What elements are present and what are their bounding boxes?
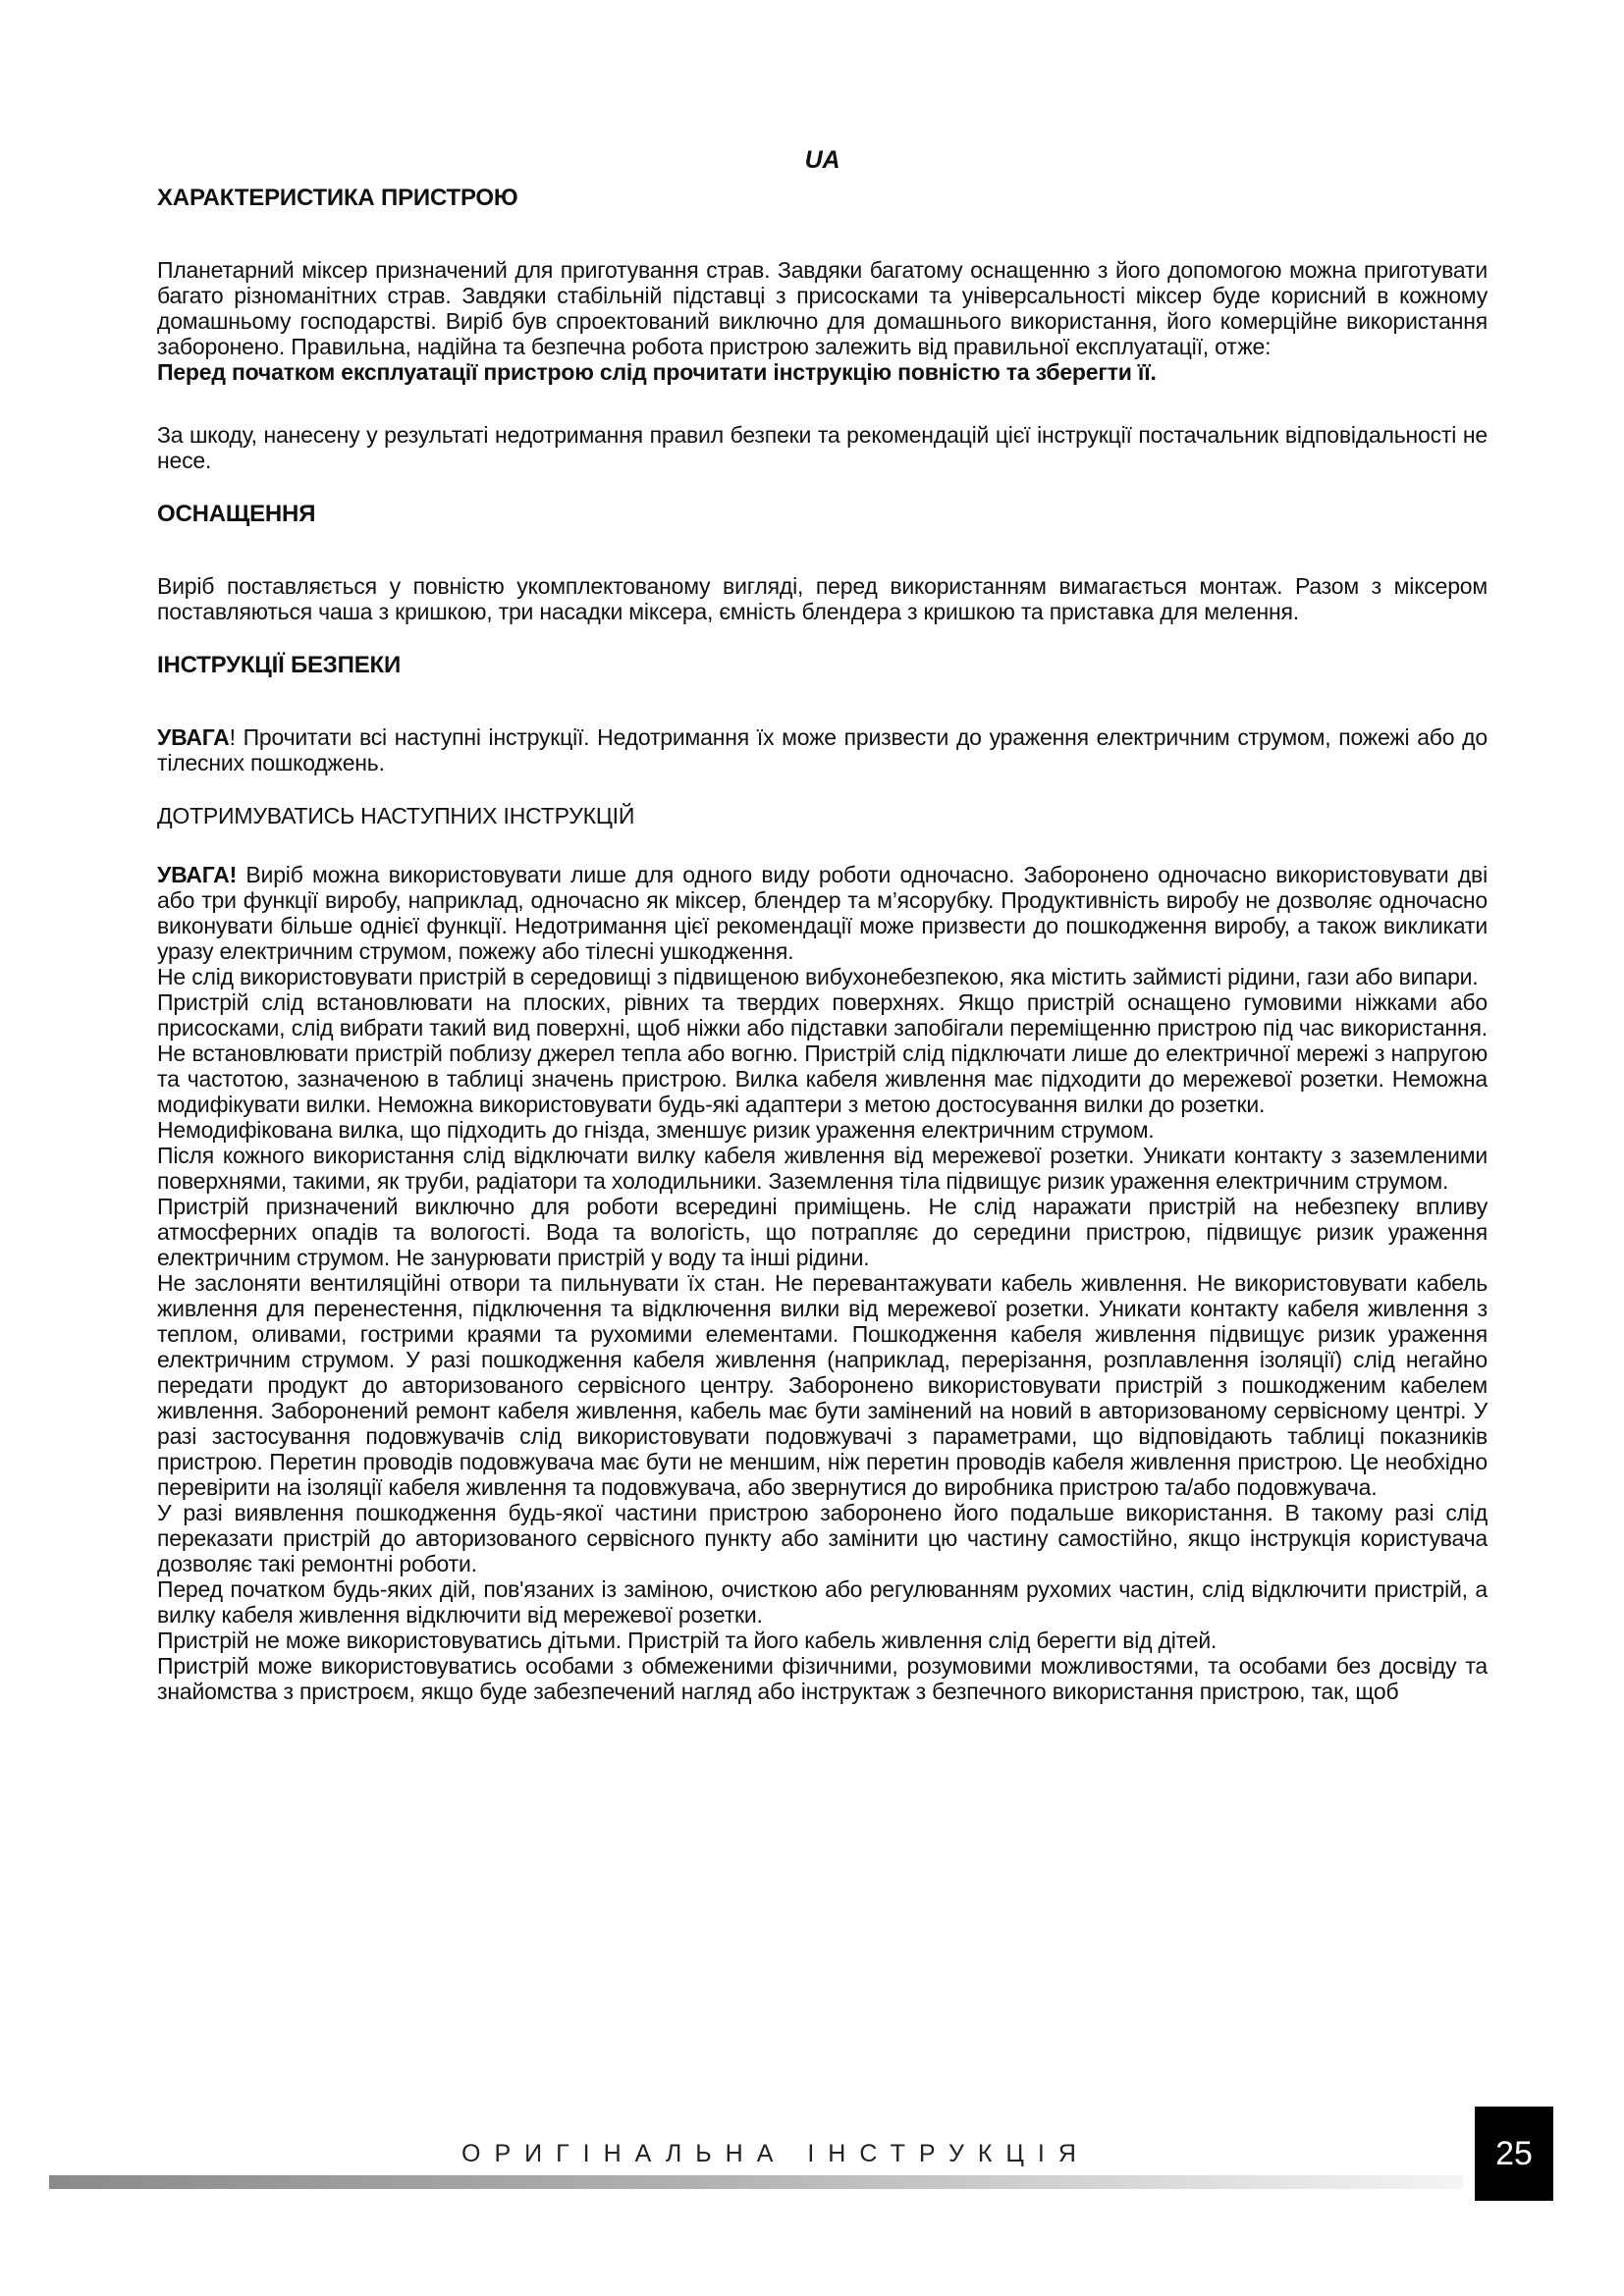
warning-text: ! Прочитати всі наступні інструкції. Недотримання їх може призвести до ураження електричним струмом, пожежі або до тілесних пошкоджень. <box>157 724 1488 775</box>
language-code: UA <box>804 146 840 174</box>
safety-paragraph: Немодифікована вилка, що підходить до гнізда, зменшує ризик ураження електричним струмом. <box>157 1117 1155 1143</box>
characteristics-paragraph-1: Планетарний міксер призначений для приготування страв. Завдяки багатому оснащенню з його допомогою можна приготувати багато різноманітних страв. Завдяки стабільній підставці з присосками та універсальності міксер буде корисний в кожному домашньому господарстві. Виріб був спроектований виключно для домашнього використання, його комерційне використання заборонено. Правильна, надійна та безпечна робота пристрою залежить від правильної експлуатації, отже: <box>157 257 1488 359</box>
characteristics-paragraph-2: За шкоду, нанесену у результаті недотримання правил безпеки та рекомендацій цієї інструкції постачальник відповідальності не несе. <box>157 422 1488 473</box>
equipment-paragraph: Виріб поставляється у повністю укомплектованому вигляді, перед використанням вимагається монтаж. Разом з міксером поставляються чаша з кришкою, три насадки міксера, ємність блендера з кришкою та приставка для мелення. <box>157 573 1488 624</box>
safety-paragraph: Перед початком будь-яких дій, пов'язаних із заміною, очисткою або регулюванням рухомих частин, слід відключити пристрій, а вилку кабеля живлення відключити від мережевої розетки. <box>157 1576 1488 1628</box>
safety-paragraph: Не заслоняти вентиляційні отвори та пильнувати їх стан. Не перевантажувати кабель живлення. Не використовувати кабель живлення для перенестення, підключення та відключення вилки від мережевої розетки. Уникати контакту кабеля живлення з теплом, оливами, гострими краями та рухомими елементами. Пошкодження кабеля живлення підвищує ризик ураження електричним струмом. У разі пошкодження кабеля живлення (наприклад, перерізання, розплавлення ізоляції) слід негайно передати продукт до авторизованого сервісного центру. Заборонено використовувати пристрій з пошкодженим кабелем живлення. Заборонений ремонт кабеля живлення, кабель має бути замінений на новий в авторизованому сервісному центрі. У разі застосування подовжувачів слід використовувати подовжувачі з параметрами, що відповідають таблиці показників пристрою. Перетин проводів подовжувача має бути не меншим, ніж перетин проводів кабеля живлення пристрою. Це необхідно перевірити на ізоляції кабеля живлення та подовжувача, або звернутися до виробника пристрою та/або подовжувача. <box>157 1270 1488 1500</box>
safety-paragraph: Не слід використовувати пристрій в середовищі з підвищеною вибухонебезпекою, яка містить займисті рідини, гази або випари. <box>157 964 1479 989</box>
safety-subheading: ДОТРИМУВАТИСЬ НАСТУПНИХ ІНСТРУКЦІЙ <box>157 803 635 828</box>
document-page <box>157 147 1488 1704</box>
footer-title: ОРИГІНАЛЬНА ІНСТРУКЦІЯ <box>461 2140 1090 2167</box>
safety-paragraph: Пристрій може використовуватись особами з обмеженими фізичними, розумовими можливостями, та особами без досвіду та знайомства з пристроєм, якщо буде забезпечений нагляд або інструктаж з безпечного використання пристрою, так, щоб <box>157 1653 1488 1704</box>
warning-label: УВАГА <box>157 724 230 750</box>
page-number: 25 <box>1475 2107 1553 2201</box>
section-title-safety: ІНСТРУКЦІЇ БЕЗПЕКИ <box>157 652 402 678</box>
safety-paragraph: Пристрій слід встановлювати на плоских, рівних та твердих поверхнях. Якщо пристрій оснащено гумовими ніжками або присосками, слід вибрати такий вид поверхні, щоб ніжки або підставки запобігали переміщенню пристрою під час використання. Не встановлювати пристрій поблизу джерел тепла або вогню. Пристрій слід підключати лише до електричної мережі з напругою та частотою, зазначеною в таблиці значень пристрою. Вилка кабеля живлення має підходити до мережевої розетки. Неможна модифікувати вилки. Неможна використовувати будь-які адаптери з метою достосування вилки до розетки. <box>157 989 1488 1117</box>
warning-label: УВАГА! <box>157 862 238 887</box>
safety-paragraph: Пристрій не може використовуватись дітьми. Пристрій та його кабель живлення слід берегти від дітей. <box>157 1628 1218 1653</box>
characteristics-bold-note: Перед початком експлуатації пристрою слід прочитати інструкцію повністю та зберегти її. <box>157 359 1157 385</box>
safety-paragraph: У разі виявлення пошкодження будь-якої частини пристрою заборонено його подальше використання. В такому разі слід переказати пристрій до авторизованого сервісного пункту або замінити цю частину самостійно, якщо інструкція користувача дозволяє такі ремонтні роботи. <box>157 1500 1488 1576</box>
safety-paragraph: Після кожного використання слід відключати вилку кабеля живлення від мережевої розетки. Уникати контакту з заземленими поверхнями, такими, як труби, радіатори та холодильники. Заземлення тіла підвищує ризик ураження електричним струмом. <box>157 1143 1488 1194</box>
footer-gradient-bar <box>49 2175 1463 2189</box>
warning-text: Виріб можна використовувати лише для одного виду роботи одночасно. Заборонено одночасно використовувати дві або три функції виробу, наприклад, одночасно як міксер, блендер та м’ясорубку. Продуктивність виробу не дозволяє одночасно виконувати більше однієї функції. Недотримання цієї рекомендації може призвести до пошкодження виробу, а також викликати уразу електричним струмом, пожежу або тілесні ушкодження. <box>157 862 1488 964</box>
section-title-characteristics: ХАРАКТЕРИСТИКА ПРИСТРОЮ <box>157 185 518 211</box>
safety-warning-2 <box>157 862 1488 964</box>
safety-warning-1 <box>157 724 1488 775</box>
section-title-equipment: ОСНАЩЕННЯ <box>157 501 316 527</box>
safety-paragraph: Пристрій призначений виключно для роботи всередині приміщень. Не слід наражати пристрій на небезпеку впливу атмосферних опадів та вологості. Вода та вологість, що потрапляє до середини пристрою, підвищує ризик ураження електричним струмом. Не занурювати пристрій у воду та інші рідини. <box>157 1194 1488 1270</box>
